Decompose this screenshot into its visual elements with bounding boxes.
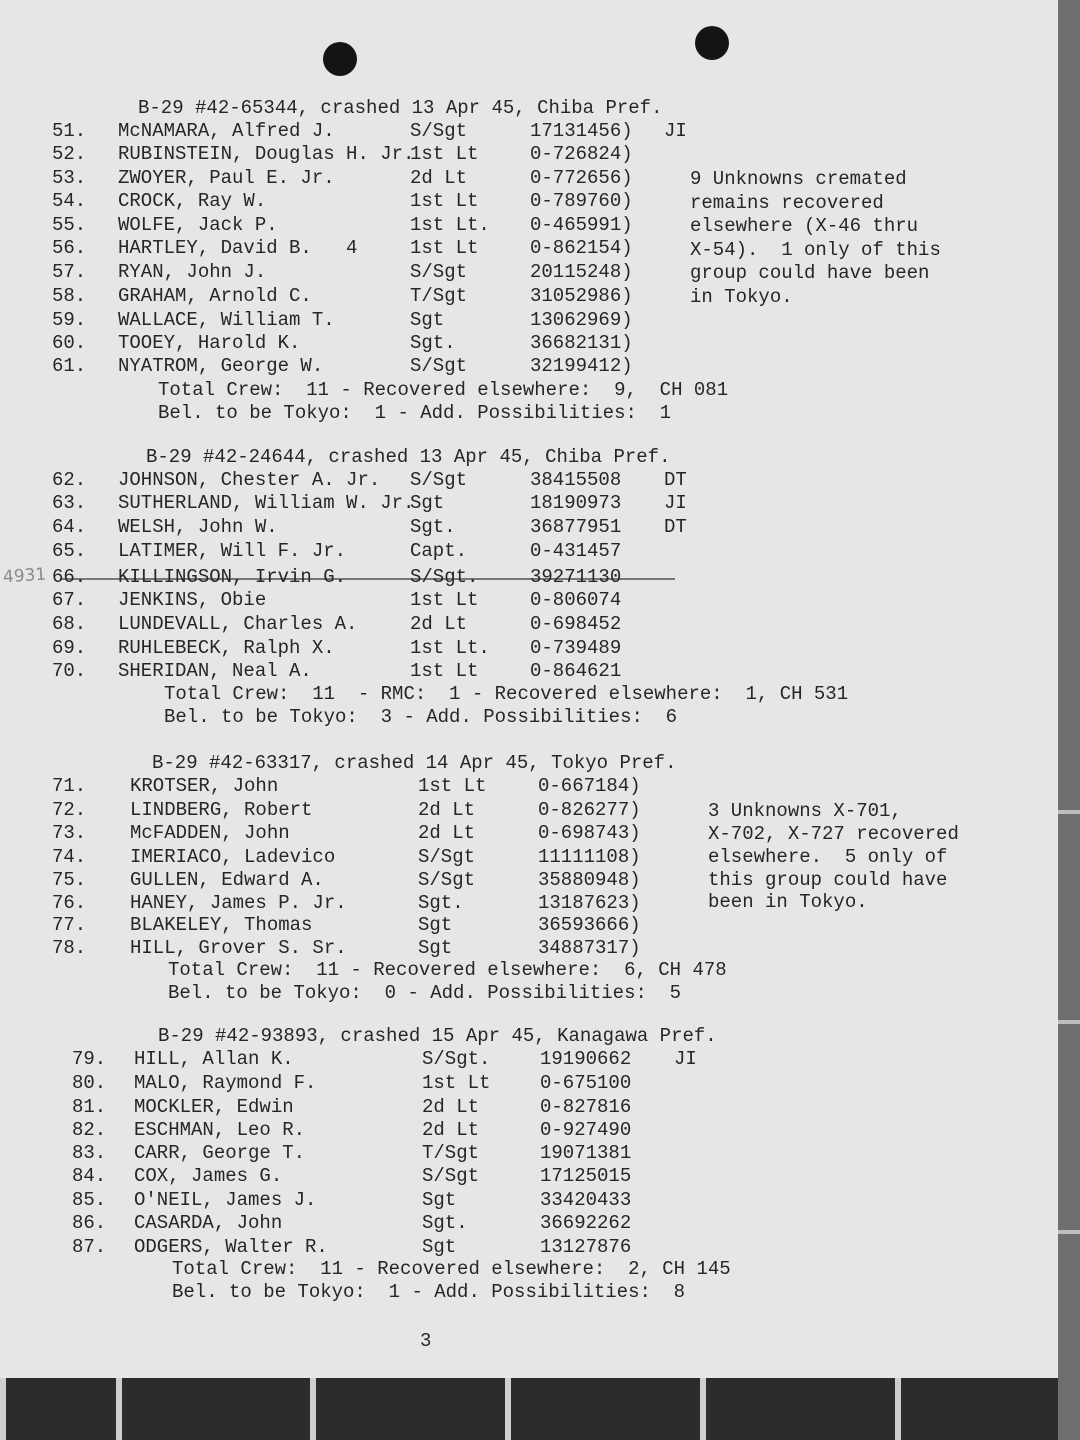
crew-name: HANEY, James P. Jr. [130,892,347,914]
crew-row [0,637,1000,660]
crew-serial: 20115248) [530,261,633,283]
crew-serial: 17125015 [540,1165,632,1187]
crew-number: 62. [52,469,87,491]
crew-number: 77. [52,914,87,936]
crew-name: IMERIACO, Ladevico [130,846,336,868]
crew-row [0,613,1000,636]
crew-serial: 0-862154) [530,237,633,259]
crew-serial: 11111108) [538,846,641,868]
crew-name: LINDBERG, Robert [130,799,313,821]
crew-name: ZWOYER, Paul E. Jr. [118,167,335,189]
crew-row [0,540,1000,563]
crew-number: 86. [72,1212,107,1234]
crew-rank: S/Sgt [418,869,476,891]
crew-number: 80. [72,1072,107,1094]
crew-number: 67. [52,589,87,611]
crew-serial: 0-826277) [538,799,641,821]
tile-seam [1058,1230,1080,1234]
section-header: B-29 #42-93893, crashed 15 Apr 45, Kanagawa Pref. [158,1025,717,1047]
crew-row [0,589,1000,612]
note-line: X-702, X-727 recovered [708,823,959,845]
crew-rank: 1st Lt [410,660,479,682]
crew-name: McFADDEN, John [130,822,290,844]
crew-name: TOOEY, Harold K. [118,332,301,354]
crew-number: 76. [52,892,87,914]
crew-serial: 33420433 [540,1189,632,1211]
background-strip [1058,0,1080,1440]
crew-number: 84. [72,1165,107,1187]
tokyo-line: Bel. to be Tokyo: 3 - Add. Possibilities: 6 [164,706,678,728]
crew-serial: 38415508 [530,469,622,491]
crew-name: RUBINSTEIN, Douglas H. Jr. [118,143,415,165]
crew-row [0,1048,1000,1071]
crew-name: LATIMER, Will F. Jr. [118,540,347,562]
crew-name: CROCK, Ray W. [118,190,267,212]
crew-row [0,1119,1000,1142]
punch-hole [695,26,729,60]
tokyo-line: Bel. to be Tokyo: 1 - Add. Possibilities: 8 [172,1281,686,1303]
crew-number: 82. [72,1119,107,1141]
crew-row [0,309,1000,332]
tile-seam [1058,1020,1080,1024]
note-line: been in Tokyo. [708,891,868,913]
crew-serial: 0-827816 [540,1096,632,1118]
crew-row [0,775,1000,798]
crew-rank: Sgt [418,914,453,936]
crew-row [0,143,1000,166]
crew-serial: 19071381 [540,1142,632,1164]
crew-row [0,516,1000,539]
crew-rank: T/Sgt [410,285,468,307]
crew-number: 81. [72,1096,107,1118]
crew-rank: S/Sgt. [422,1048,491,1070]
crew-number: 78. [52,937,87,959]
crew-number: 55. [52,214,87,236]
crew-rank: 1st Lt [410,237,479,259]
crew-serial: 0-431457 [530,540,622,562]
tile-seam [1058,810,1080,814]
crew-serial: 0-698743) [538,822,641,844]
crew-name: SHERIDAN, Neal A. [118,660,312,682]
crew-name: JOHNSON, Chester A. Jr. [118,469,381,491]
total-crew-line: Total Crew: 11 - RMC: 1 - Recovered elsewhere: 1, CH 531 [164,683,849,705]
crew-serial: 36692262 [540,1212,632,1234]
crew-rank: 1st Lt [410,589,479,611]
crew-row [0,566,1000,589]
crew-number: 56. [52,237,87,259]
crew-serial: 0-667184) [538,775,641,797]
crew-serial: 36877951 [530,516,622,538]
section-header: B-29 #42-24644, crashed 13 Apr 45, Chiba Pref. [146,446,671,468]
crew-serial: 0-927490 [540,1119,632,1141]
crew-rank: 2d Lt [418,799,476,821]
crew-number: 68. [52,613,87,635]
crew-rank: S/Sgt [410,120,468,142]
crew-row [0,355,1000,378]
crew-serial: 31052986) [530,285,633,307]
crew-number: 66. [52,566,87,588]
note-line: group could have been [690,262,930,284]
note-line: this group could have [708,869,948,891]
note-line: remains recovered [690,192,884,214]
crew-name: SUTHERLAND, William W. Jr. [118,492,415,514]
crew-rank: 1st Lt. [410,214,490,236]
punch-hole [323,42,357,76]
crew-serial: 0-772656) [530,167,633,189]
crew-rank: 1st Lt [410,190,479,212]
crew-name: GULLEN, Edward A. [130,869,324,891]
crew-rank: S/Sgt [422,1165,480,1187]
crew-row [0,1236,1000,1259]
crew-number: 54. [52,190,87,212]
crew-serial: 0-698452 [530,613,622,635]
crew-name: NYATROM, George W. [118,355,324,377]
crew-name: GRAHAM, Arnold C. [118,285,312,307]
crew-name: O'NEIL, James J. [134,1189,317,1211]
crew-serial: 18190973 [530,492,622,514]
crew-serial: 0-789760) [530,190,633,212]
crew-name: BLAKELEY, Thomas [130,914,313,936]
crew-serial: 0-675100 [540,1072,632,1094]
crew-rank: Sgt [410,309,445,331]
crew-name: CASARDA, John [134,1212,283,1234]
crew-rank: Sgt [422,1189,457,1211]
crew-name: CARR, George T. [134,1142,306,1164]
crew-row [0,1212,1000,1235]
crew-name: RYAN, John J. [118,261,267,283]
crew-rank: 2d Lt [410,167,468,189]
crew-name: LUNDEVALL, Charles A. [118,613,358,635]
crew-rank: S/Sgt [410,355,468,377]
crew-rank: Sgt [410,492,445,514]
crew-name: ODGERS, Walter R. [134,1236,328,1258]
crew-rank: 2d Lt [422,1119,480,1141]
crew-number: 58. [52,285,87,307]
section-header: B-29 #42-65344, crashed 13 Apr 45, Chiba Pref. [138,97,663,119]
crew-rank: S/Sgt [418,846,476,868]
crew-number: 60. [52,332,87,354]
crew-rank: S/Sgt [410,261,468,283]
crew-serial: 39271130 [530,566,622,588]
crew-name: JENKINS, Obie [118,589,267,611]
crew-rank: Sgt. [418,892,464,914]
crew-rank: Sgt. [422,1212,468,1234]
crew-row [0,937,1000,960]
crew-row [0,1189,1000,1212]
crew-serial: 0-465991) [530,214,633,236]
crew-row [0,492,1000,515]
crew-rank: Sgt. [410,516,456,538]
total-crew-line: Total Crew: 11 - Recovered elsewhere: 2, CH 145 [172,1258,731,1280]
tokyo-line: Bel. to be Tokyo: 0 - Add. Possibilities: 5 [168,982,682,1004]
crew-rank: 1st Lt. [410,637,490,659]
crew-serial: 0-806074 [530,589,622,611]
crew-number: 51. [52,120,87,142]
crew-number: 64. [52,516,87,538]
crew-name: KROTSER, John [130,775,279,797]
total-crew-line: Total Crew: 11 - Recovered elsewhere: 9, CH 081 [158,379,729,401]
crew-number: 69. [52,637,87,659]
crew-number: 71. [52,775,87,797]
crew-name: WALLACE, William T. [118,309,335,331]
crew-number: 87. [72,1236,107,1258]
crew-number: 72. [52,799,87,821]
crew-number: 85. [72,1189,107,1211]
crew-rank: 2d Lt [422,1096,480,1118]
note-line: X-54). 1 only of this [690,239,941,261]
crew-serial: 0-739489 [530,637,622,659]
crew-serial: 32199412) [530,355,633,377]
section-header: B-29 #42-63317, crashed 14 Apr 45, Tokyo Pref. [152,752,677,774]
crew-row [0,1072,1000,1095]
crew-mark: DT [664,516,687,538]
crew-name: COX, James G. [134,1165,283,1187]
pencil-annotation: 4931 [2,564,47,588]
crew-number: 52. [52,143,87,165]
crew-mark: JI [664,492,687,514]
crew-rank: 2d Lt [410,613,468,635]
note-line: elsewhere. 5 only of [708,846,948,868]
crew-rank: T/Sgt [422,1142,480,1164]
crew-name: WELSH, John W. [118,516,278,538]
crew-serial: 19190662 [540,1048,632,1070]
crew-rank: 1st Lt [422,1072,491,1094]
crew-row [0,285,1000,308]
crew-serial: 0-864621 [530,660,622,682]
tokyo-line: Bel. to be Tokyo: 1 - Add. Possibilities: 1 [158,402,672,424]
crew-rank: Sgt [422,1236,457,1258]
note-line: 9 Unknowns cremated [690,168,907,190]
crew-row [0,332,1000,355]
crew-row [0,1096,1000,1119]
note-line: 3 Unknowns X-701, [708,800,902,822]
crew-name: MOCKLER, Edwin [134,1096,294,1118]
note-line: elsewhere (X-46 thru [690,215,919,237]
crew-rank: 1st Lt [410,143,479,165]
crew-number: 70. [52,660,87,682]
crew-row [0,1165,1000,1188]
crew-rank: 1st Lt [418,775,487,797]
crew-rank: S/Sgt. [410,566,479,588]
crew-name: ESCHMAN, Leo R. [134,1119,306,1141]
crew-name: HILL, Grover S. Sr. [130,937,347,959]
crew-serial: 0-726824) [530,143,633,165]
crew-name: WOLFE, Jack P. [118,214,278,236]
crew-number: 74. [52,846,87,868]
crew-rank: Sgt [418,937,453,959]
total-crew-line: Total Crew: 11 - Recovered elsewhere: 6, CH 478 [168,959,727,981]
note-line: in Tokyo. [690,286,793,308]
crew-number: 63. [52,492,87,514]
crew-number: 53. [52,167,87,189]
crew-mark: JI [674,1048,697,1070]
crew-mark: DT [664,469,687,491]
crew-mark: JI [664,120,687,142]
crew-name: HILL, Allan K. [134,1048,294,1070]
crew-rank: Capt. [410,540,468,562]
crew-row [0,120,1000,143]
page-number: 3 [420,1330,432,1352]
crew-serial: 36593666) [538,914,641,936]
crew-name: RUHLEBECK, Ralph X. [118,637,335,659]
crew-serial: 13127876 [540,1236,632,1258]
crew-number: 59. [52,309,87,331]
crew-serial: 17131456) [530,120,633,142]
crew-serial: 36682131) [530,332,633,354]
crew-rank: Sgt. [410,332,456,354]
crew-row [0,469,1000,492]
crew-row [0,660,1000,683]
crew-number: 57. [52,261,87,283]
crew-row [0,914,1000,937]
crew-number: 65. [52,540,87,562]
crew-serial: 13187623) [538,892,641,914]
crew-number: 83. [72,1142,107,1164]
crew-rank: 2d Lt [418,822,476,844]
crew-number: 61. [52,355,87,377]
crew-name: MALO, Raymond F. [134,1072,317,1094]
crew-number: 73. [52,822,87,844]
crew-serial: 13062969) [530,309,633,331]
crew-name: HARTLEY, David B. 4 [118,237,358,259]
crew-serial: 34887317) [538,937,641,959]
crew-number: 79. [72,1048,107,1070]
crew-rank: S/Sgt [410,469,468,491]
crew-name: KILLINGSON, Irvin G. [118,566,347,588]
crew-serial: 35880948) [538,869,641,891]
crew-number: 75. [52,869,87,891]
crew-name: McNAMARA, Alfred J. [118,120,335,142]
crew-row [0,1142,1000,1165]
